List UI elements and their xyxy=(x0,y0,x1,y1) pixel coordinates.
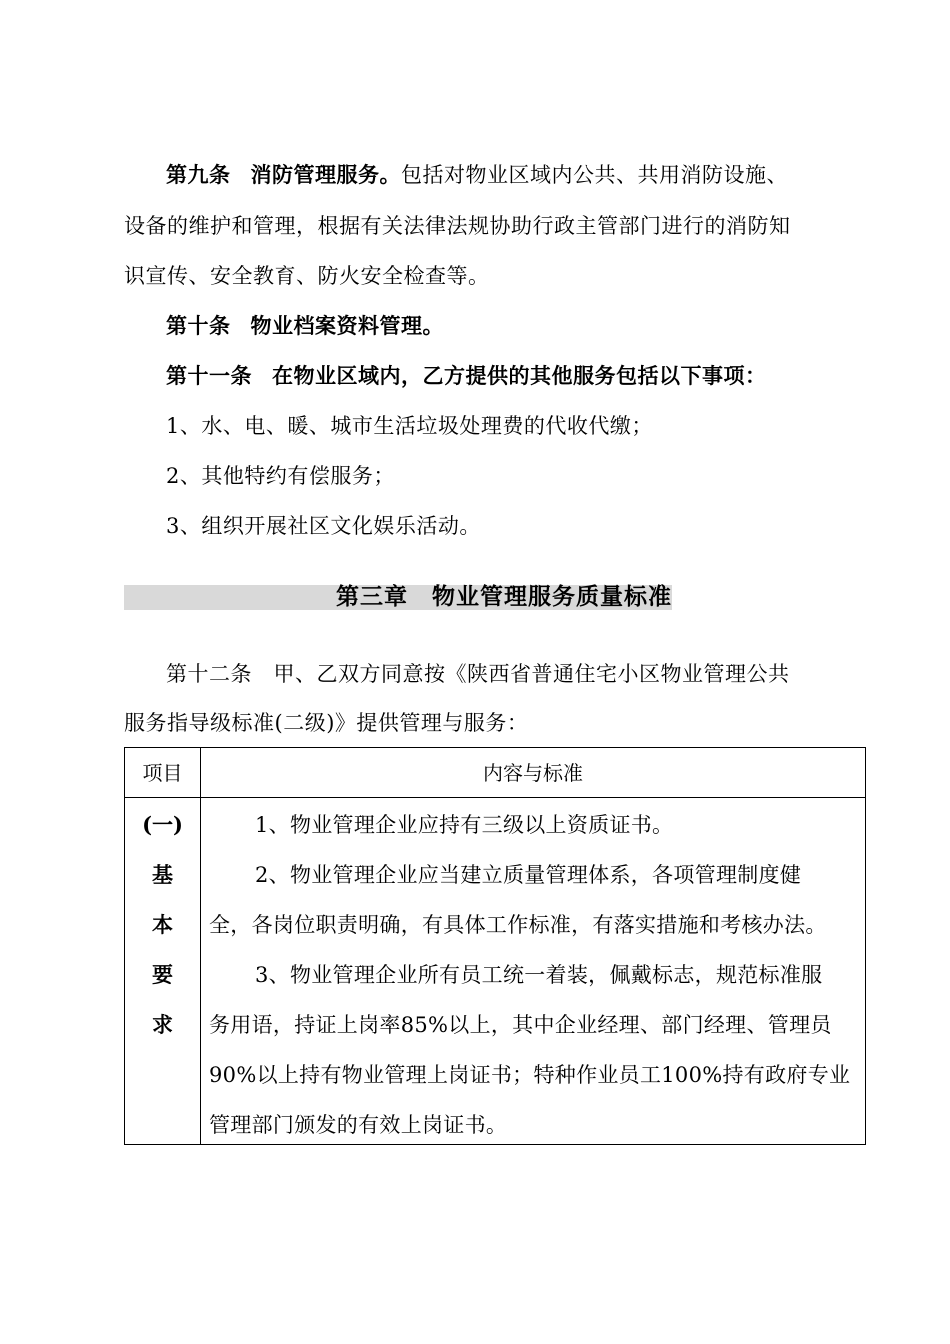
category-char-1: 基 xyxy=(152,862,173,887)
article-10-title: 物业档案资料管理。 xyxy=(250,313,444,338)
article-11-title: 在物业区域内，乙方提供的其他服务包括以下事项： xyxy=(272,363,767,388)
article-11-item-1: 1、水、电、暖、城市生活垃圾处理费的代收代缴； xyxy=(166,414,653,438)
article-10-line xyxy=(166,312,444,340)
article-9-title: 消防管理服务。 xyxy=(250,162,401,187)
article-11-line xyxy=(166,362,767,390)
category-char-2: 本 xyxy=(152,912,173,937)
table-column-divider xyxy=(200,748,201,1144)
content-line-5: 务用语，持证上岗率85%以上，其中企业经理、部门经理、管理员 xyxy=(209,1013,832,1037)
article-11-item-2: 2、其他特约有偿服务； xyxy=(166,464,395,488)
article-11-heading: 第十一条 xyxy=(166,363,252,388)
chapter-heading: 第三章 物业管理服务质量标准 xyxy=(336,583,672,610)
article-9-line-1 xyxy=(166,161,788,189)
article-12-line-1: 第十二条 甲、乙双方同意按《陕西省普通住宅小区物业管理公共 xyxy=(166,662,790,686)
content-line-1: 1、物业管理企业应持有三级以上资质证书。 xyxy=(255,813,674,837)
table-header-item: 项目 xyxy=(142,761,183,785)
content-line-4: 3、物业管理企业所有员工统一着装，佩戴标志，规范标准服 xyxy=(255,963,823,987)
table-header-content: 内容与标准 xyxy=(483,761,583,785)
category-number: (一) xyxy=(142,812,183,837)
content-line-7: 管理部门颁发的有效上岗证书。 xyxy=(209,1113,508,1137)
content-line-3: 全，各岗位职责明确，有具体工作标准，有落实措施和考核办法。 xyxy=(209,913,827,937)
article-11-item-3: 3、组织开展社区文化娱乐活动。 xyxy=(166,514,481,538)
article-9-text: 包括对物业区域内公共、共用消防设施、 xyxy=(401,163,788,187)
content-line-6: 90%以上持有物业管理上岗证书；特种作业员工100%持有政府专业 xyxy=(209,1063,851,1087)
table-header-divider xyxy=(125,797,865,798)
standards-table xyxy=(124,747,866,1145)
article-9-line-3: 识宣传、安全教育、防火安全检查等。 xyxy=(124,264,490,288)
category-char-3: 要 xyxy=(152,962,173,987)
article-12-line-2: 服务指导级标准(二级)》提供管理与服务： xyxy=(124,711,529,735)
article-9-heading: 第九条 xyxy=(166,162,231,187)
article-10-heading: 第十条 xyxy=(166,313,231,338)
category-char-4: 求 xyxy=(152,1012,173,1037)
article-9-line-2: 设备的维护和管理，根据有关法律法规协助行政主管部门进行的消防知 xyxy=(124,214,791,238)
content-line-2: 2、物业管理企业应当建立质量管理体系，各项管理制度健 xyxy=(255,863,802,887)
